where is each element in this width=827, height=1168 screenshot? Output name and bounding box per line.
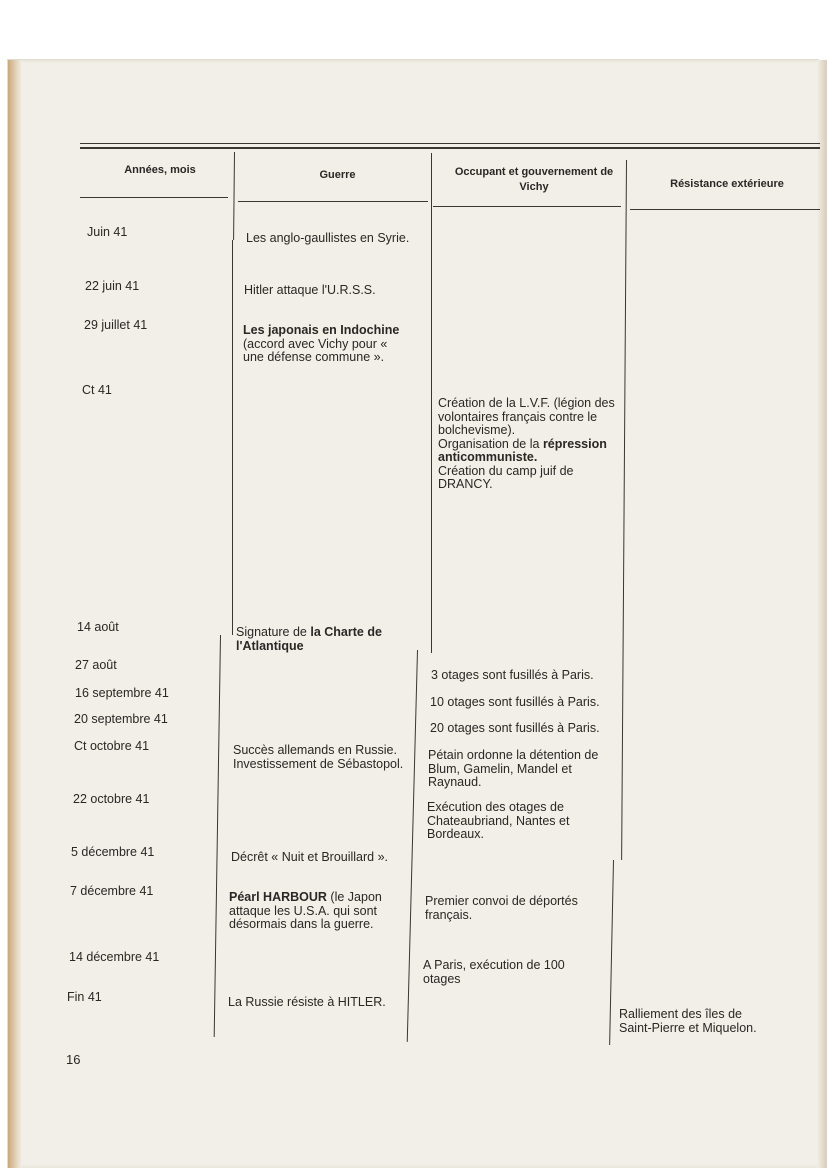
war-syrie: Les anglo-gaullistes en Syrie. [246, 231, 410, 245]
occupant-lvf-text: Création de la L.V.F. (légion des volontaires français contre le bolchevisme). [438, 396, 615, 437]
war-pearl-harbour [229, 891, 394, 932]
date-cell: Ct octobre 41 [74, 739, 150, 753]
date-cell: 22 octobre 41 [73, 792, 150, 806]
war-indochine-detail: (accord avec Vichy pour « une défense commune ». [243, 336, 388, 364]
war-urss: Hitler attaque l'U.R.S.S. [244, 283, 376, 297]
column-divider-2 [431, 153, 432, 653]
page-right-edge [817, 60, 827, 1168]
war-charte-title: la Charte de l'Atlantique [236, 625, 382, 653]
date-cell: 5 décembre 41 [71, 845, 155, 859]
header-resistance: Résistance extérieure [670, 178, 784, 190]
war-pearl-detail: (le Japon attaque les U.S.A. qui sont désormais dans la guerre. [229, 890, 382, 931]
book-page [8, 60, 818, 1168]
war-indochine-title: Les japonais en Indochine [243, 323, 400, 337]
war-indochine [243, 324, 403, 365]
header-top-rule [80, 143, 820, 144]
header-rule-occupant [433, 206, 621, 207]
occupant-petain: Pétain ordonne la détention de Blum, Gamelin, Mandel et Raynaud. [428, 748, 599, 789]
occupant-otages-10: 10 otages sont fusillés à Paris. [430, 695, 600, 709]
war-charte-prefix: Signature de [236, 625, 307, 639]
date-cell: 7 décembre 41 [70, 884, 154, 898]
header-top-rule-2 [80, 147, 820, 149]
page-binding-edge [8, 60, 22, 1168]
date-cell: 16 septembre 41 [75, 686, 169, 700]
date-cell: Ct 41 [82, 383, 112, 397]
header-war: Guerre [319, 169, 356, 181]
header-rule-war [238, 201, 428, 202]
occupant-lvf [438, 397, 618, 492]
occupant-convoi: Premier convoi de déportés français. [425, 894, 578, 922]
header-rule-resistance [630, 209, 820, 210]
war-sebastopol: Succès allemands en Russie. Investissement de Sébastopol. [233, 743, 404, 771]
resistance-ralliement: Ralliement des îles de Saint-Pierre et Miquelon. [619, 1007, 757, 1035]
header-rule-years [80, 197, 228, 198]
war-charte [236, 626, 416, 653]
page-number: 16 [66, 1052, 81, 1067]
date-cell: Fin 41 [67, 990, 102, 1004]
occupant-paris-100: A Paris, exécution de 100 otages [423, 958, 565, 986]
war-nuit-brouillard: Décrêt « Nuit et Brouillard ». [231, 850, 389, 864]
date-cell: 29 juillet 41 [84, 318, 148, 332]
occupant-otages-20: 20 otages sont fusillés à Paris. [430, 721, 600, 735]
occupant-drancy: Création du camp juif de DRANCY. [438, 463, 574, 491]
date-cell: 20 septembre 41 [74, 712, 168, 726]
occupant-repression-title: répression anticommuniste. [438, 436, 607, 464]
occupant-chateaubriand: Exécution des otages de Chateaubriand, Nantes et Bordeaux. [427, 800, 570, 841]
occupant-otages-3: 3 otages sont fusillés à Paris. [431, 668, 594, 682]
header-occupant: Occupant et gouvernement de Vichy [454, 166, 614, 193]
date-cell: 14 août [77, 620, 119, 634]
header-years: Années, mois [124, 164, 196, 176]
date-cell: Juin 41 [87, 225, 128, 239]
date-cell: 27 août [75, 658, 117, 672]
occupant-repression-prefix: Organisation de la [438, 436, 540, 451]
war-pearl-title: Péarl HARBOUR [229, 890, 327, 904]
date-cell: 14 décembre 41 [69, 950, 160, 964]
date-cell: 22 juin 41 [85, 279, 140, 293]
war-russie: La Russie résiste à HITLER. [228, 995, 386, 1009]
column-divider-1b [232, 240, 233, 635]
